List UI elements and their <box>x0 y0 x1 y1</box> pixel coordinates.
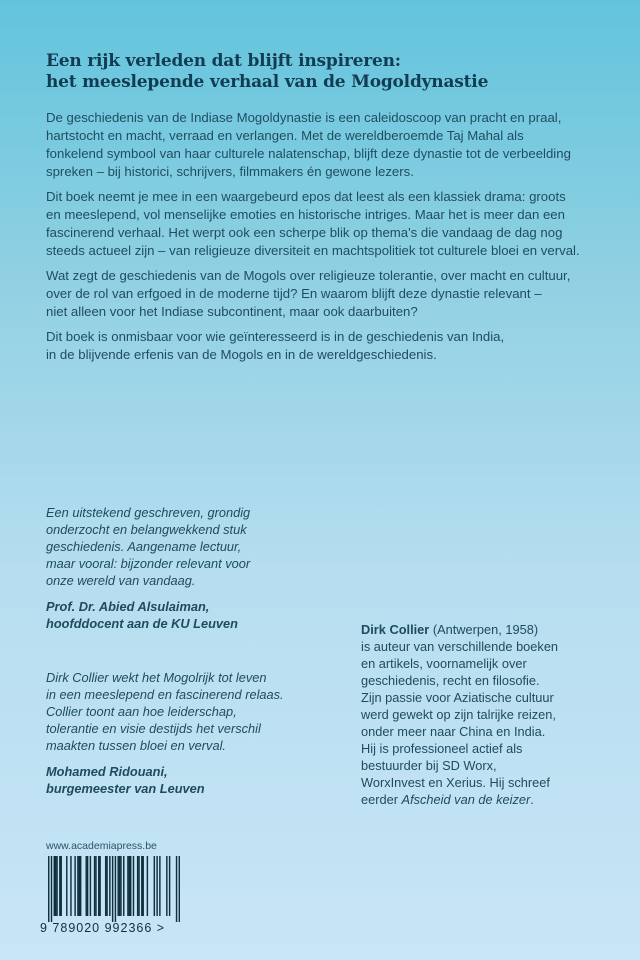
quote-line: onze wereld van vandaag. <box>46 573 196 588</box>
endorsement-quote <box>46 669 286 754</box>
blurb-paragraph-4 <box>46 328 606 364</box>
quote-line: tolerantie en visie destijds het verschil <box>46 721 261 736</box>
barcode-bar <box>117 856 118 916</box>
headline-line-2: het meeslepende verhaal van de Mogoldynastie <box>46 72 489 92</box>
bio-line: is auteur van verschillende boeken <box>361 639 559 654</box>
blurb-line: spreken – bij historici, schrijvers, filmmakers én gewone lezers. <box>46 164 414 179</box>
quote-line: Een uitstekend geschreven, grondig <box>46 505 251 520</box>
publisher-url: www.academiapress.be <box>46 840 157 852</box>
barcode-bar <box>79 856 80 916</box>
barcode-bar <box>80 856 81 916</box>
bio-last-suffix: . <box>530 792 534 807</box>
endorsement-author <box>46 598 286 632</box>
author-bio <box>361 621 611 808</box>
bio-line: en artikels, voornamelijk over <box>361 656 527 671</box>
barcode-bar <box>87 856 88 916</box>
barcode-bar <box>133 856 134 916</box>
barcode-bar <box>70 856 71 916</box>
barcode-bar <box>86 856 87 916</box>
barcode-bar <box>55 856 56 916</box>
barcode-bar <box>142 856 143 916</box>
blurb-line: steeds actueel zijn – van religieuze diversiteit en machtspolitiek tot culturele bloei en verval. <box>46 243 580 258</box>
bio-line: Hij is professioneel actief als <box>361 741 523 756</box>
barcode-bar <box>109 856 110 916</box>
quote-line: Dirk Collier wekt het Mogolrijk tot leven <box>46 670 267 685</box>
barcode-bar <box>130 856 131 916</box>
blurb-line: in de blijvende erfenis van de Mogols en in de wereldgeschiedenis. <box>46 347 437 362</box>
bio-line: WorxInvest en Xerius. Hij schreef <box>361 775 550 790</box>
barcode-bar <box>59 856 60 916</box>
barcode-bar <box>176 856 177 922</box>
barcode-bar <box>129 856 130 916</box>
endorsement-2 <box>46 669 286 797</box>
headline <box>46 51 606 93</box>
bio-line: werd gewekt op zijn talrijke reizen, <box>361 707 556 722</box>
bio-first-line <box>361 621 611 638</box>
blurb-paragraph-2 <box>46 188 606 260</box>
barcode-bar <box>105 856 106 916</box>
barcode-bar <box>138 856 139 916</box>
barcode-bar <box>61 856 62 916</box>
barcode-bar <box>123 856 124 916</box>
barcode-bar <box>90 856 91 916</box>
isbn-number: 9 789020 992366 > <box>40 921 166 935</box>
bio-line: bestuurder bij SD Worx, <box>361 758 497 773</box>
barcode-bar <box>98 856 99 916</box>
bio-line: Zijn passie voor Aziatische cultuur <box>361 690 554 705</box>
barcode-bar <box>119 856 120 916</box>
blurb-line: fonkelend symbool van haar culturele nalatenschap, blijft deze dynastie tot de verbeelding <box>46 146 571 161</box>
barcode-bar <box>106 856 107 916</box>
endorsement-author <box>46 763 286 797</box>
barcode-bar <box>66 856 67 916</box>
quote-line: in een meeslepend en fascinerend relaas. <box>46 687 284 702</box>
author-origin: (Antwerpen, 1958) <box>429 622 539 637</box>
blurb-line: niet alleen voor het Indiase subcontinent, maar ook daarbuiten? <box>46 304 418 319</box>
barcode-bar <box>112 856 113 922</box>
bio-line: onder meer naar China en India. <box>361 724 546 739</box>
barcode-bar <box>94 856 95 916</box>
bio-line: geschiedenis, recht en filosofie. <box>361 673 540 688</box>
blurb-line: over de rol van erfgoed in de moderne tijd? En waarom blijft deze dynastie relevant – <box>46 286 542 301</box>
endorsement-quote <box>46 504 286 589</box>
barcode-bar <box>77 856 78 916</box>
bio-last-line <box>361 791 611 808</box>
blurb-paragraph-3 <box>46 267 606 321</box>
previous-book-title: Afscheid van de keizer <box>401 792 531 807</box>
barcode-bar <box>141 856 142 916</box>
barcode-bar <box>156 856 157 916</box>
blurb-line: Wat zegt de geschiedenis van de Mogols over religieuze tolerantie, over macht en cultuur, <box>46 268 571 283</box>
barcode-bar <box>127 856 128 916</box>
barcode-bar <box>179 856 180 922</box>
barcode-bar <box>99 856 100 916</box>
barcode-bar <box>115 856 116 922</box>
quote-line: Collier toont aan hoe leiderschap, <box>46 704 237 719</box>
barcode-bar <box>137 856 138 916</box>
author-line: Mohamed Ridouani, <box>46 764 168 779</box>
barcode-bar <box>120 856 121 916</box>
barcode-bar <box>154 856 155 916</box>
quote-line: geschiedenis. Aangename lectuur, <box>46 539 242 554</box>
barcode-bars <box>48 856 180 922</box>
bio-last-prefix: eerder <box>361 792 402 807</box>
barcode-bar <box>166 856 167 916</box>
barcode-bar <box>147 856 148 916</box>
author-line: Prof. Dr. Abied Alsulaiman, <box>46 599 210 614</box>
blurb <box>46 109 606 371</box>
barcode-bar <box>56 856 57 916</box>
headline-line-1: Een rijk verleden dat blijft inspireren: <box>46 51 401 71</box>
quote-line: maakten tussen bloei en verval. <box>46 738 226 753</box>
blurb-line: fascinerend verhaal. Het werpt ook een scherpe blik op thema's die vandaag de dag nog <box>46 225 563 240</box>
author-line: burgemeester van Leuven <box>46 781 205 796</box>
barcode-bar <box>169 856 170 916</box>
barcode-bar <box>54 856 55 916</box>
blurb-line: hartstocht en macht, verraad en verlangen. Met de wereldberoemde Taj Mahal als <box>46 128 524 143</box>
barcode-bar <box>48 856 49 922</box>
blurb-paragraph-1 <box>46 109 606 181</box>
author-name: Dirk Collier <box>361 622 430 637</box>
blurb-line: De geschiedenis van de Indiase Mogoldynastie is een caleidoscoop van pracht en praal, <box>46 110 562 125</box>
barcode-bar <box>95 856 96 916</box>
blurb-line: Dit boek is onmisbaar voor wie geïnteresseerd is in de geschiedenis van India, <box>46 329 505 344</box>
barcode-bar <box>159 856 160 916</box>
author-line: hoofddocent aan de KU Leuven <box>46 616 238 631</box>
quote-line: maar vooral: bijzonder relevant voor <box>46 556 251 571</box>
barcode-bar <box>51 856 52 922</box>
endorsement-1 <box>46 504 286 632</box>
blurb-line: en meeslepend, vol menselijke emoties en historische intriges. Maar het is meer dan een <box>46 207 565 222</box>
barcode-bar <box>74 856 75 916</box>
blurb-line: Dit boek neemt je mee in een waargebeurd epos dat leest als een klassiek drama: groots <box>46 189 566 204</box>
isbn-barcode <box>40 856 188 942</box>
quote-line: onderzocht en belangwekkend stuk <box>46 522 247 537</box>
